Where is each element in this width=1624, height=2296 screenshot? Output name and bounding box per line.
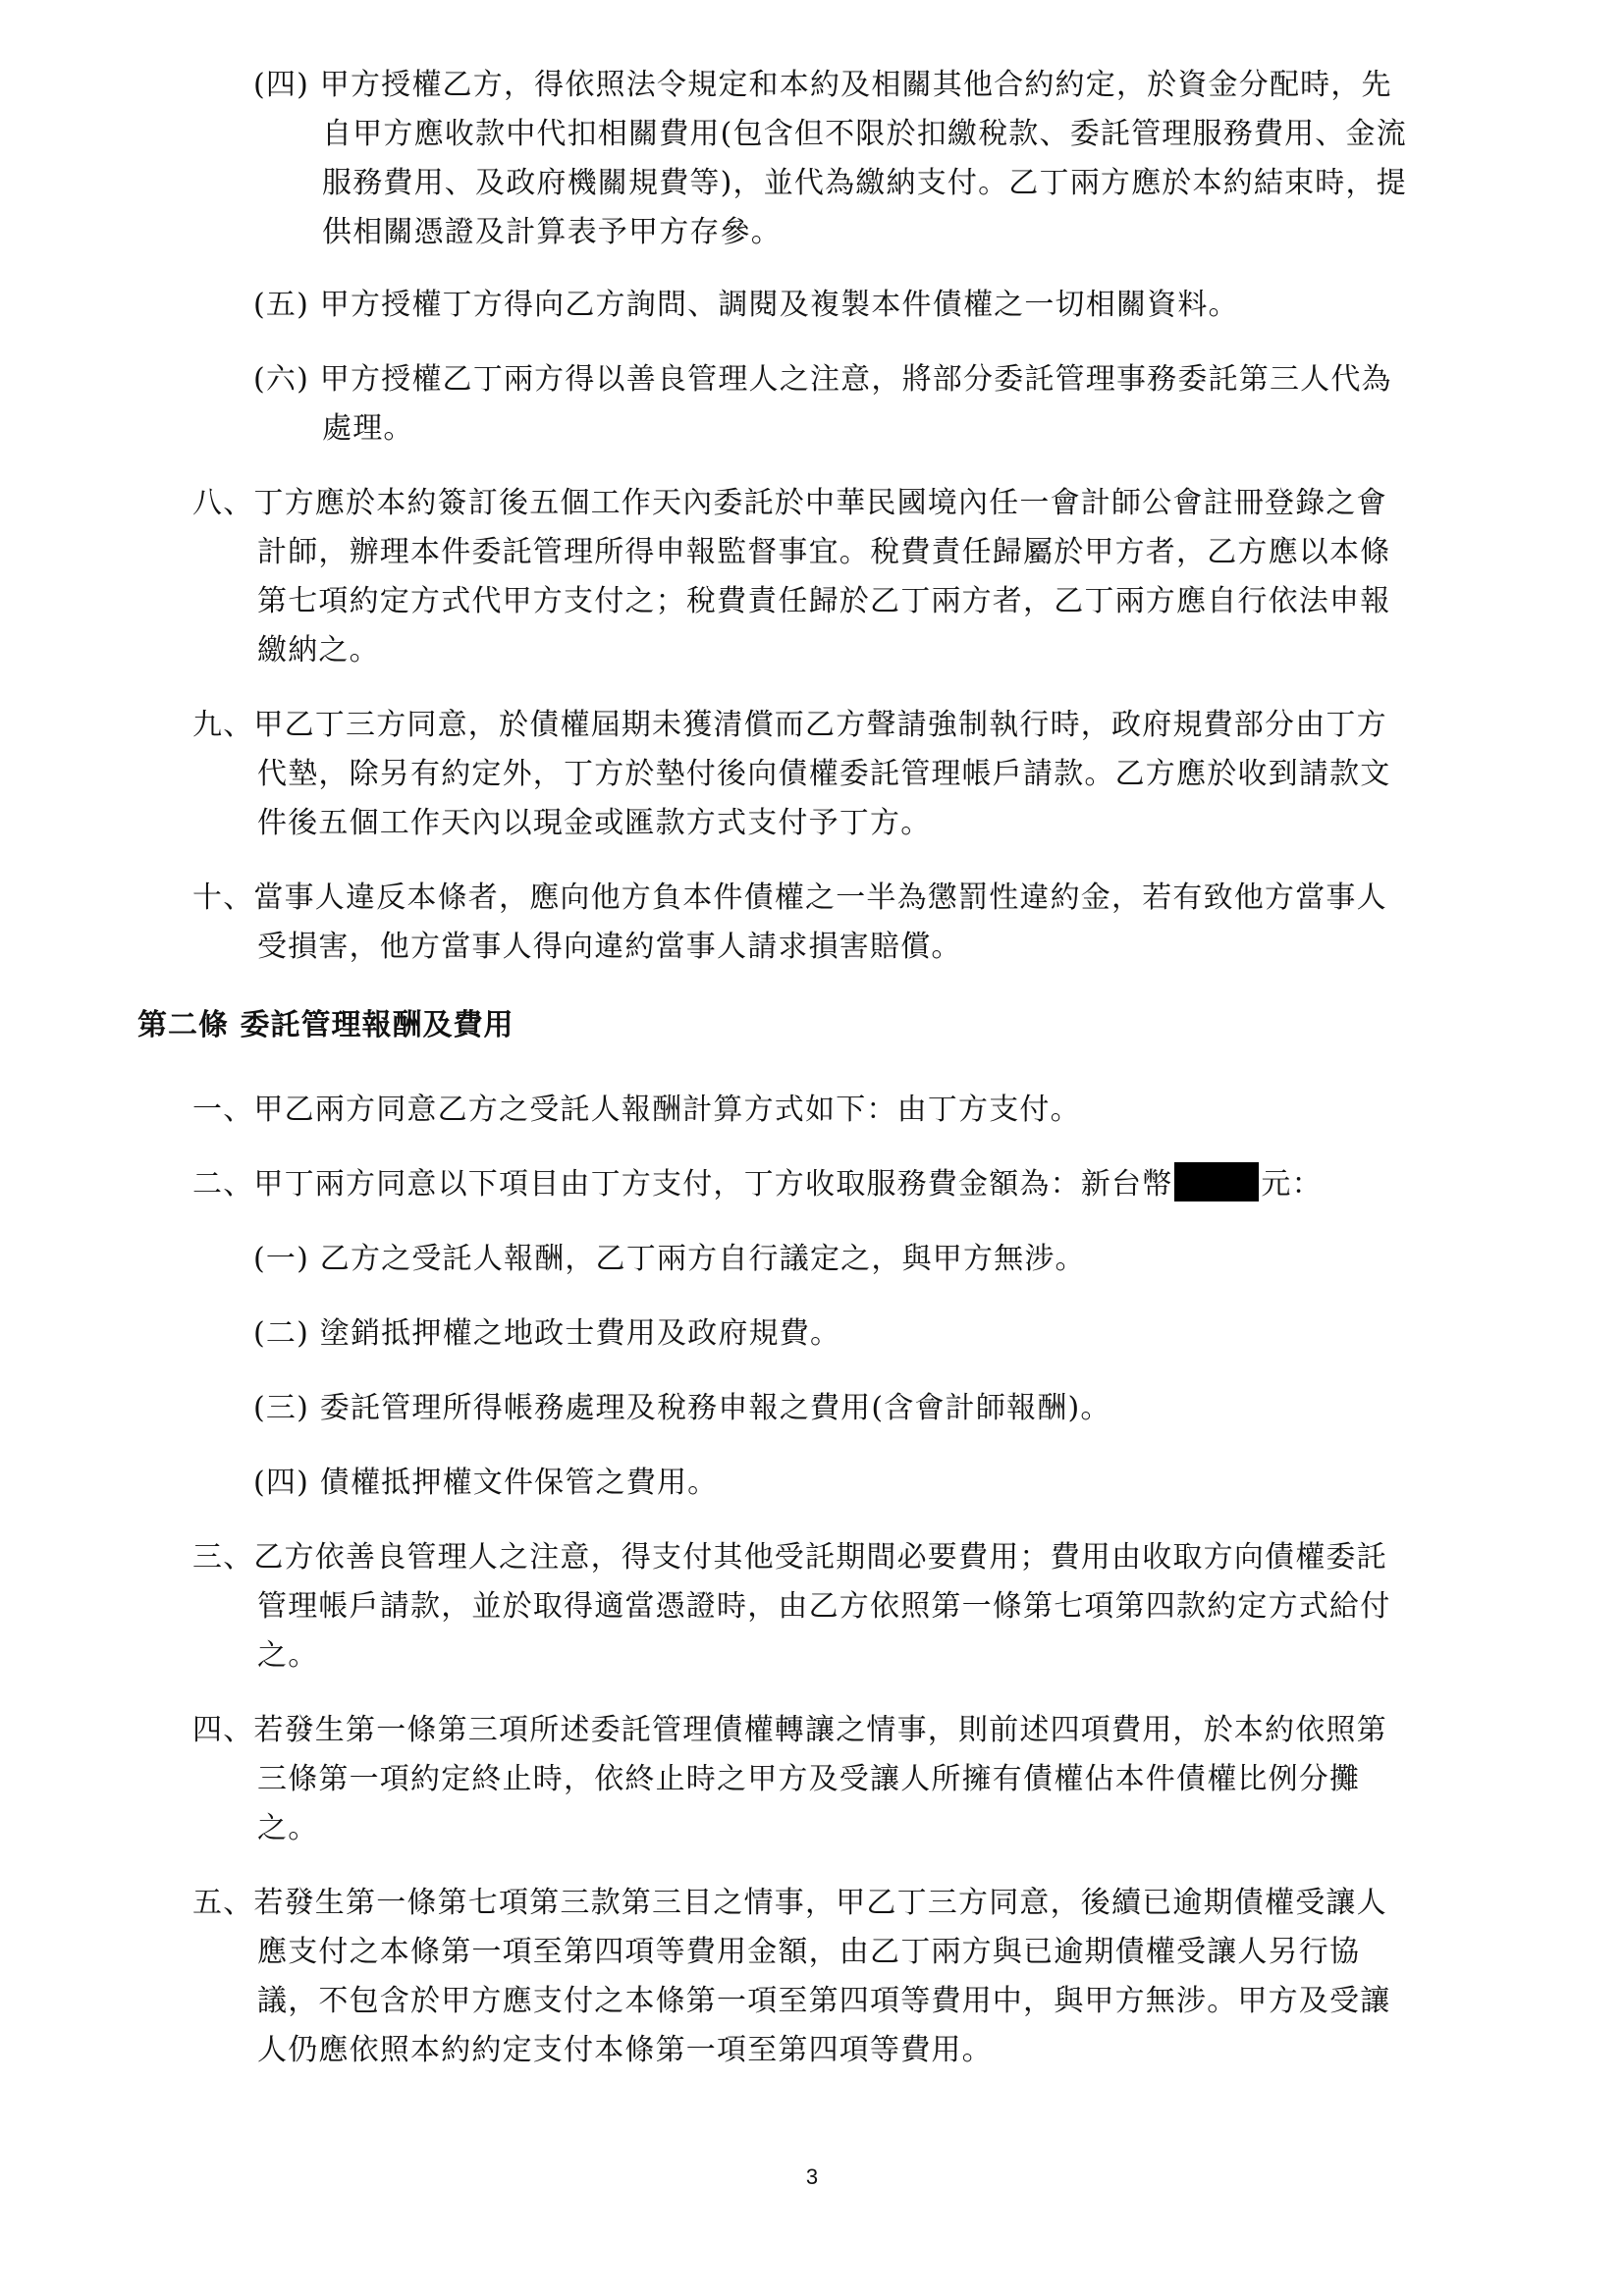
- item-2-suffix: 元：: [1261, 1167, 1323, 1201]
- item-2-prefix: 二、甲丁兩方同意以下項目由丁方支付，丁方收取服務費金額為：新台幣: [192, 1167, 1173, 1201]
- text-line: 之。: [257, 1811, 319, 1845]
- paragraph-item-10: [192, 874, 1387, 972]
- text-line: 計師，辦理本件委託管理所得申報監督事宜。稅費責任歸屬於甲方者，乙方應以本條: [257, 535, 1391, 569]
- sub-item-4: (四) 債權抵押權文件保管之費用。: [253, 1466, 719, 1500]
- item-5: [192, 1879, 1390, 2075]
- sub-item-1: (一) 乙方之受託人報酬，乙丁兩方自行議定之，與甲方無涉。: [253, 1242, 1086, 1276]
- text-line: 代墊，除另有約定外，丁方於墊付後向債權委託管理帳戶請款。乙方應於收到請款文: [257, 757, 1391, 791]
- text-line: 處理。: [322, 411, 414, 446]
- text-line: 三條第一項約定終止時，依終止時之甲方及受讓人所擁有債權佔本件債權比例分攤: [257, 1762, 1361, 1796]
- sub-item-3: (三) 委託管理所得帳務處理及稅務申報之費用(含會計師報酬)。: [253, 1391, 1111, 1425]
- paragraph-sub-item-5: [253, 281, 1239, 330]
- text-line: 件後五個工作天內以現金或匯款方式支付予丁方。: [257, 806, 932, 840]
- text-line: 十、當事人違反本條者，應向他方負本件債權之一半為懲罰性違約金，若有致他方當事人: [192, 881, 1387, 915]
- text-line: 繳納之。: [257, 633, 380, 667]
- text-line: 管理帳戶請款，並於取得適當憑證時，由乙方依照第一條第七項第四款約定方式給付: [257, 1589, 1391, 1624]
- text-line: 五、若發生第一條第七項第三款第三目之情事，甲乙丁三方同意，後續已逾期債權受讓人: [192, 1886, 1387, 1920]
- text-line: 自甲方應收款中代扣相關費用(包含但不限於扣繳稅款、委託管理服務費用、金流: [322, 117, 1407, 151]
- section-heading: 第二條 委託管理報酬及費用: [137, 1008, 514, 1042]
- paragraph-item-8: [192, 479, 1390, 675]
- paragraph-sub-item-6: [253, 355, 1392, 454]
- text-line: 受損害，他方當事人得向違約當事人請求損害賠償。: [257, 930, 962, 964]
- text-line: 三、乙方依善良管理人之注意，得支付其他受託期間必要費用；費用由收取方向債權委託: [192, 1540, 1387, 1575]
- text-line: 八、丁方應於本約簽訂後五個工作天內委託於中華民國境內任一會計師公會註冊登錄之會: [192, 486, 1387, 520]
- text-line: 服務費用、及政府機關規費等)，並代為繳納支付。乙丁兩方應於本約結束時，提: [322, 166, 1407, 200]
- text-line: (四) 甲方授權乙方，得依照法令規定和本約及相關其他合約約定，於資金分配時，先: [253, 68, 1392, 102]
- text-line: 九、甲乙丁三方同意，於債權屆期未獲清償而乙方聲請強制執行時，政府規費部分由丁方: [192, 708, 1387, 742]
- text-line: 之。: [257, 1638, 319, 1673]
- text-line: 四、若發生第一條第三項所述委託管理債權轉讓之情事，則前述四項費用，於本約依照第: [192, 1713, 1387, 1747]
- text-line: 供相關憑證及計算表予甲方存參。: [322, 215, 782, 249]
- paragraph-sub-item-4: [253, 61, 1407, 257]
- text-line: 應支付之本條第一項至第四項等費用金額，由乙丁兩方與已逾期債權受讓人另行協: [257, 1935, 1361, 1969]
- item-2: [192, 1160, 1323, 1209]
- item-3: [192, 1533, 1390, 1681]
- text-line: 人仍應依照本約約定支付本條第一項至第四項等費用。: [257, 2033, 993, 2067]
- sub-item-2: (二) 塗銷抵押權之地政士費用及政府規費。: [253, 1316, 841, 1351]
- text-line: 第七項約定方式代甲方支付之；稅費責任歸於乙丁兩方者，乙丁兩方應自行依法申報: [257, 584, 1391, 618]
- paragraph-item-9: [192, 701, 1390, 848]
- page-number: 3: [805, 2164, 819, 2189]
- text-line: 議，不包含於甲方應支付之本條第一項至第四項等費用中，與甲方無涉。甲方及受讓: [257, 1984, 1391, 2018]
- item-4: [192, 1706, 1387, 1853]
- text-line: (五) 甲方授權丁方得向乙方詢問、調閱及複製本件債權之一切相關資料。: [253, 288, 1239, 322]
- redaction-box: [1174, 1162, 1259, 1201]
- item-1: 一、甲乙兩方同意乙方之受託人報酬計算方式如下：由丁方支付。: [192, 1093, 1081, 1127]
- text-line: (六) 甲方授權乙丁兩方得以善良管理人之注意，將部分委託管理事務委託第三人代為: [253, 362, 1392, 397]
